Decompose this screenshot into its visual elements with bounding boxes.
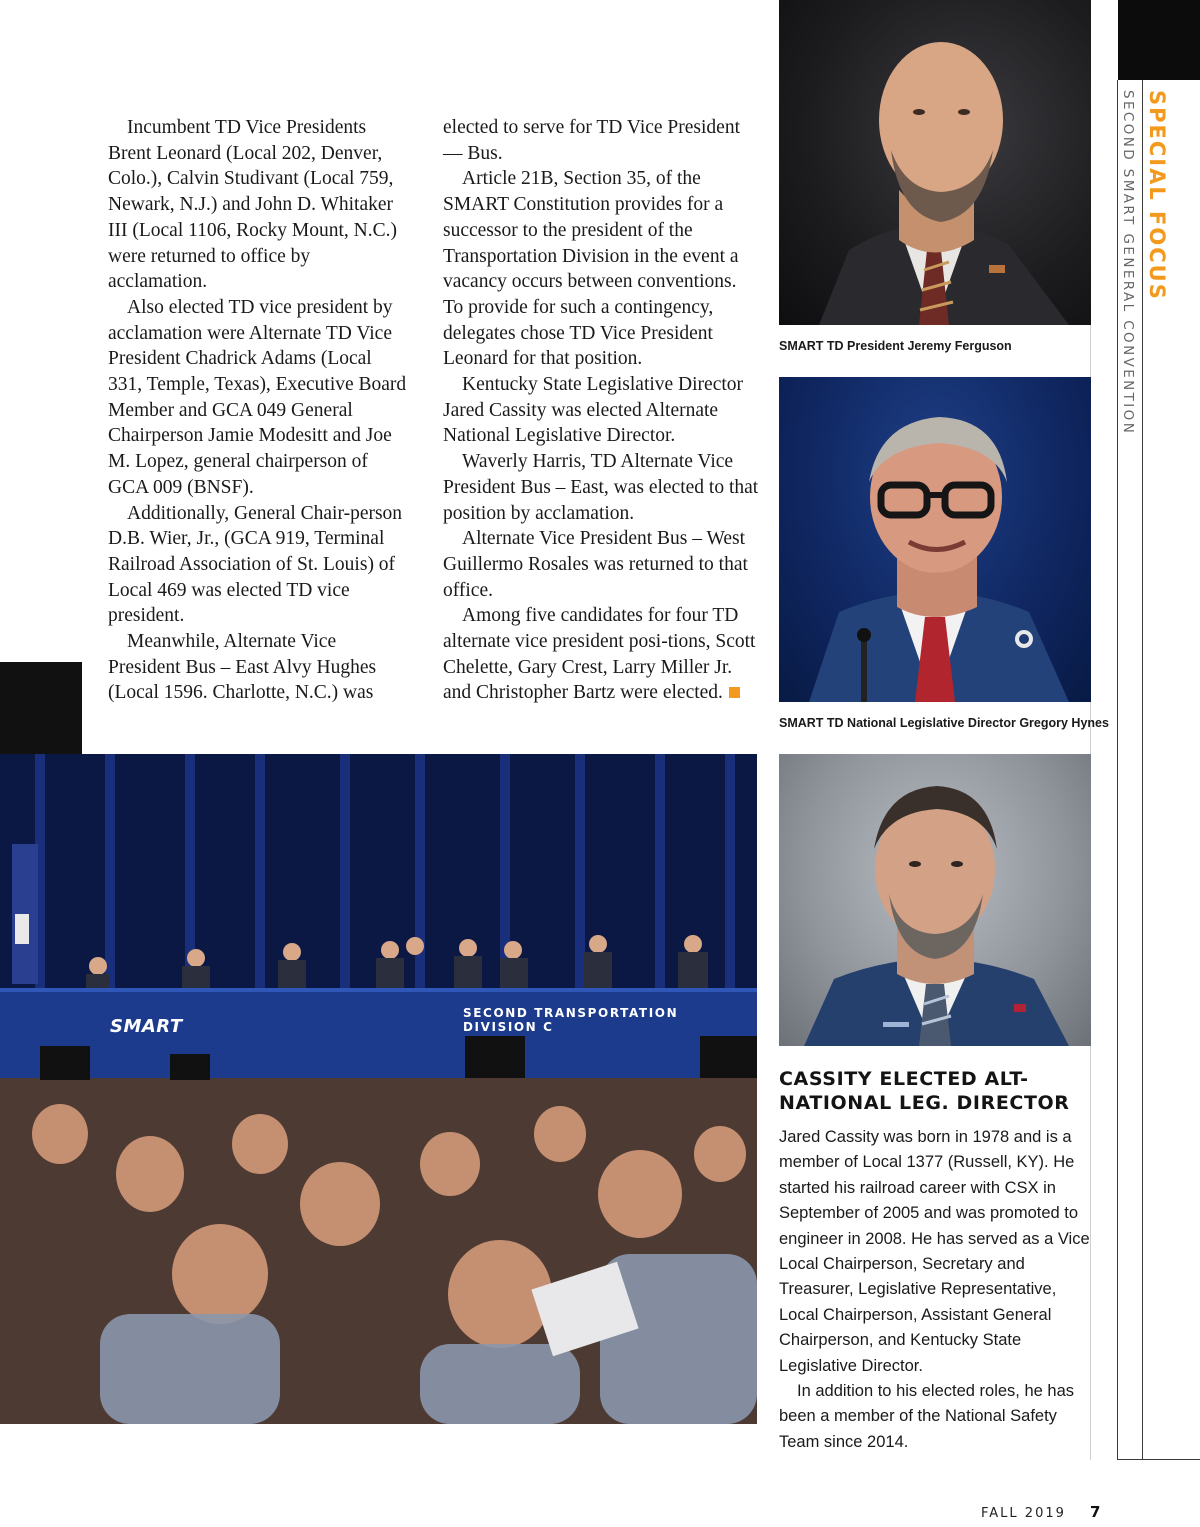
photo-convention-hall — [0, 754, 757, 1424]
section-rule-bottom — [1118, 1459, 1200, 1460]
article-paragraph: Meanwhile, Alternate Vice President Bus – East Alvy Hughes (Local 1596. Charlotte, N.C.) was — [108, 631, 377, 704]
article-paragraph: elected to serve for TD Vice President — Bus. — [443, 117, 741, 164]
article-paragraph: Article 21B, Section 35, of the SMART Constitution provides for a successor to the president of the Transportation Division in the event a vacancy occurs between conventions. To provide for such a contingency, delegates chose TD Vice President Leonard for that position. — [443, 168, 739, 370]
section-rule-right — [1142, 80, 1143, 1460]
issue-label: FALL 2019 — [981, 1506, 1066, 1521]
sidebar-paragraph: Jared Cassity was born in 1978 and is a member of Local 1377 (Russell, KY). He started his railroad career with CSX in September of 2005 and was promoted to engineer in 2008. He has served as a Vice Local Chairperson, Secretary and Treasurer, Legislative Representative, Local Chairperson, Assistant General Chairperson, and Kentucky State Legislative Director. — [779, 1128, 1090, 1375]
caption-ferguson: SMART TD President Jeremy Ferguson — [779, 339, 1012, 353]
article-paragraph: Additionally, General Chair-person D.B. Wier, Jr., (GCA 919, Terminal Railroad Association of St. Louis) of Local 469 was elected TD vice president. — [108, 502, 403, 627]
page-number: 7 — [1090, 1503, 1101, 1521]
caption-hynes: SMART TD National Legislative Director Gregory Hynes — [779, 716, 1109, 730]
sidebar-headline-line: NATIONAL LEG. DIRECTOR — [779, 1092, 1070, 1114]
article-column-1 — [108, 115, 408, 706]
sidebar-headline-line: CASSITY ELECTED ALT- — [779, 1068, 1029, 1090]
portrait-illustration — [779, 754, 1091, 1046]
photo-gregory-hynes — [779, 377, 1091, 702]
article-column-2 — [443, 115, 761, 706]
left-black-block — [0, 662, 82, 754]
convention-illustration — [0, 754, 757, 1424]
end-mark-icon — [729, 687, 740, 698]
smart-banner-logo: SMART — [110, 1016, 183, 1037]
convention-label: SECOND SMART GENERAL CONVENTION — [1120, 90, 1136, 436]
section-tab-black — [1118, 0, 1200, 80]
article-paragraph-last — [443, 603, 761, 706]
portrait-illustration — [779, 0, 1091, 325]
portrait-illustration — [779, 377, 1091, 702]
sidebar-headline — [779, 1067, 1099, 1115]
banner-text: SECOND TRANSPORTATION DIVISION C — [463, 1006, 679, 1034]
article-paragraph: Waverly Harris, TD Alternate Vice President Bus – East, was elected to that position by acclamation. — [443, 451, 759, 524]
article-paragraph: Kentucky State Legislative Director Jared Cassity was elected Alternate National Legislative Director. — [443, 374, 744, 447]
photo-jeremy-ferguson — [779, 0, 1091, 325]
article-paragraph: Incumbent TD Vice Presidents Brent Leonard (Local 202, Denver, Colo.), Calvin Studivant (Local 759, Newark, N.J.) and John D. Whitaker III (Local 1106, Rocky Mount, N.C.) were returned to office by acclamation. — [108, 117, 398, 293]
special-focus-label: SPECIAL FOCUS — [1145, 90, 1169, 301]
article-paragraph: Also elected TD vice president by acclamation were Alternate TD Vice President Chadrick Adams (Local 331, Temple, Texas), Executive Board Member and GCA 049 General Chairperson Jamie Modesitt and Joe M. Lopez, general chairperson of GCA 009 (BNSF). — [108, 296, 407, 498]
photo-jared-cassity — [779, 754, 1091, 1046]
sidebar-body — [779, 1125, 1094, 1455]
section-rule-left — [1117, 80, 1118, 1460]
article-paragraph: Alternate Vice President Bus – West Guillermo Rosales was returned to that office. — [443, 528, 748, 601]
sidebar-paragraph: In addition to his elected roles, he has been a member of the National Safety Team since 2014. — [779, 1382, 1075, 1451]
article-last-text: Among five candidates for four TD alternate vice president posi-tions, Scott Chelette, Gary Crest, Larry Miller Jr. and Christopher Bartz were elected. — [443, 605, 756, 704]
